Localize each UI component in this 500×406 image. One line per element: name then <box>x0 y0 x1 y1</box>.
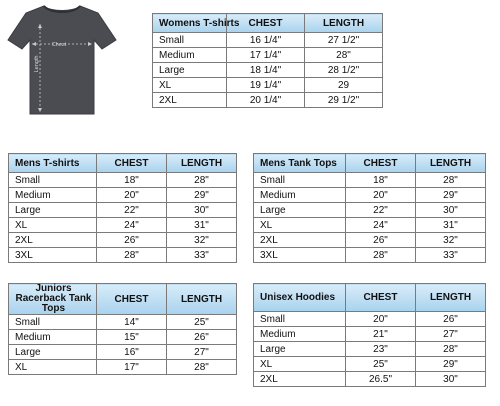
chest-cell: 15" <box>97 330 167 345</box>
length-cell: 28" <box>416 342 486 357</box>
length-cell: 29" <box>167 188 237 203</box>
chest-cell: 20" <box>97 188 167 203</box>
table-row <box>254 233 486 248</box>
table-row <box>153 63 383 78</box>
table-title: Mens Tank Tops <box>254 154 346 173</box>
size-cell: 3XL <box>9 248 97 263</box>
size-cell: 2XL <box>254 233 346 248</box>
chest-cell: 26" <box>346 233 416 248</box>
length-cell: 26" <box>167 330 237 345</box>
size-cell: Large <box>254 342 346 357</box>
length-cell: 25" <box>167 315 237 330</box>
mens-tank-tops-table <box>253 153 486 263</box>
length-cell: 31" <box>167 218 237 233</box>
table-row <box>9 203 237 218</box>
chest-cell: 23" <box>346 342 416 357</box>
tshirt-diagram <box>6 2 118 116</box>
table-row <box>254 248 486 263</box>
length-cell: 28" <box>416 173 486 188</box>
table-row <box>9 360 237 375</box>
length-cell: 31" <box>416 218 486 233</box>
size-cell: 2XL <box>254 372 346 387</box>
length-cell: 27 1/2" <box>305 33 383 48</box>
chest-cell: 18 1/4" <box>227 63 305 78</box>
size-cell: Medium <box>9 330 97 345</box>
table-row <box>9 248 237 263</box>
length-cell: 27" <box>416 327 486 342</box>
table-row <box>153 48 383 63</box>
length-cell: 29 1/2" <box>305 93 383 108</box>
table-header-row <box>9 154 237 173</box>
table-title: Womens T-shirts <box>153 14 227 33</box>
table-row <box>254 327 486 342</box>
chest-cell: 24" <box>346 218 416 233</box>
length-cell: 30" <box>416 372 486 387</box>
size-cell: Small <box>254 312 346 327</box>
table-row <box>9 188 237 203</box>
table-row <box>153 33 383 48</box>
table-row <box>254 173 486 188</box>
table-row <box>254 203 486 218</box>
table-row <box>153 78 383 93</box>
unisex-hoodies-table <box>253 283 486 387</box>
chest-cell: 18" <box>97 173 167 188</box>
length-header: LENGTH <box>167 284 237 315</box>
chest-cell: 17 1/4" <box>227 48 305 63</box>
size-cell: Small <box>254 173 346 188</box>
length-cell: 33" <box>416 248 486 263</box>
chest-header: CHEST <box>97 154 167 173</box>
chest-cell: 26" <box>97 233 167 248</box>
size-cell: 3XL <box>254 248 346 263</box>
table-row <box>9 218 237 233</box>
chest-cell: 18" <box>346 173 416 188</box>
chest-cell: 21" <box>346 327 416 342</box>
table-row <box>254 357 486 372</box>
chest-header: CHEST <box>346 154 416 173</box>
mens-tshirts-table <box>8 153 237 263</box>
juniors-racerback-tank-tops-table <box>8 283 237 375</box>
length-header: LENGTH <box>167 154 237 173</box>
size-cell: Large <box>9 203 97 218</box>
length-cell: 28" <box>167 173 237 188</box>
table-header-row <box>254 154 486 173</box>
table-row <box>254 218 486 233</box>
chest-cell: 28" <box>97 248 167 263</box>
table-title: Mens T-shirts <box>9 154 97 173</box>
chest-cell: 28" <box>346 248 416 263</box>
size-cell: XL <box>254 218 346 233</box>
length-cell: 28" <box>305 48 383 63</box>
table-header-row <box>153 14 383 33</box>
tshirt-shape <box>8 6 116 114</box>
table-row <box>153 93 383 108</box>
length-cell: 27" <box>167 345 237 360</box>
size-cell: Medium <box>254 188 346 203</box>
chest-header: CHEST <box>227 14 305 33</box>
chest-cell: 25" <box>346 357 416 372</box>
size-cell: Small <box>9 315 97 330</box>
chest-header: CHEST <box>346 284 416 312</box>
length-cell: 29 <box>305 78 383 93</box>
size-cell: XL <box>9 218 97 233</box>
table-row <box>254 312 486 327</box>
table-title: Juniors Racerback Tank Tops <box>9 284 97 315</box>
chest-cell: 19 1/4" <box>227 78 305 93</box>
table-header-row <box>254 284 486 312</box>
size-cell: XL <box>9 360 97 375</box>
table-row <box>9 315 237 330</box>
chest-label: Chest <box>51 42 67 48</box>
chest-header: CHEST <box>97 284 167 315</box>
table-row <box>254 372 486 387</box>
size-cell: 2XL <box>9 233 97 248</box>
table-row <box>254 188 486 203</box>
size-cell: Medium <box>153 48 227 63</box>
length-cell: 28" <box>167 360 237 375</box>
chest-cell: 22" <box>346 203 416 218</box>
size-cell: Medium <box>254 327 346 342</box>
size-cell: Small <box>9 173 97 188</box>
length-cell: 29" <box>416 188 486 203</box>
length-cell: 26" <box>416 312 486 327</box>
table-row <box>254 342 486 357</box>
chest-cell: 14" <box>97 315 167 330</box>
length-cell: 30" <box>416 203 486 218</box>
length-cell: 32" <box>416 233 486 248</box>
table-row <box>9 233 237 248</box>
length-cell: 30" <box>167 203 237 218</box>
table-row <box>9 330 237 345</box>
size-cell: Medium <box>9 188 97 203</box>
chest-cell: 24" <box>97 218 167 233</box>
chest-cell: 26.5" <box>346 372 416 387</box>
size-cell: Large <box>153 63 227 78</box>
length-header: LENGTH <box>416 284 486 312</box>
size-cell: 2XL <box>153 93 227 108</box>
size-cell: Large <box>254 203 346 218</box>
length-cell: 32" <box>167 233 237 248</box>
table-row <box>9 173 237 188</box>
length-label: Length <box>34 55 40 73</box>
size-cell: Large <box>9 345 97 360</box>
length-header: LENGTH <box>416 154 486 173</box>
chest-cell: 17" <box>97 360 167 375</box>
table-title: Unisex Hoodies <box>254 284 346 312</box>
length-cell: 28 1/2" <box>305 63 383 78</box>
chest-cell: 20" <box>346 188 416 203</box>
womens-tshirts-table <box>152 13 383 108</box>
table-row <box>9 345 237 360</box>
length-cell: 29" <box>416 357 486 372</box>
chest-cell: 22" <box>97 203 167 218</box>
size-cell: Small <box>153 33 227 48</box>
length-cell: 33" <box>167 248 237 263</box>
chest-cell: 20" <box>346 312 416 327</box>
length-header: LENGTH <box>305 14 383 33</box>
chest-cell: 20 1/4" <box>227 93 305 108</box>
size-cell: XL <box>254 357 346 372</box>
table-header-row <box>9 284 237 315</box>
size-cell: XL <box>153 78 227 93</box>
chest-cell: 16 1/4" <box>227 33 305 48</box>
chest-cell: 16" <box>97 345 167 360</box>
